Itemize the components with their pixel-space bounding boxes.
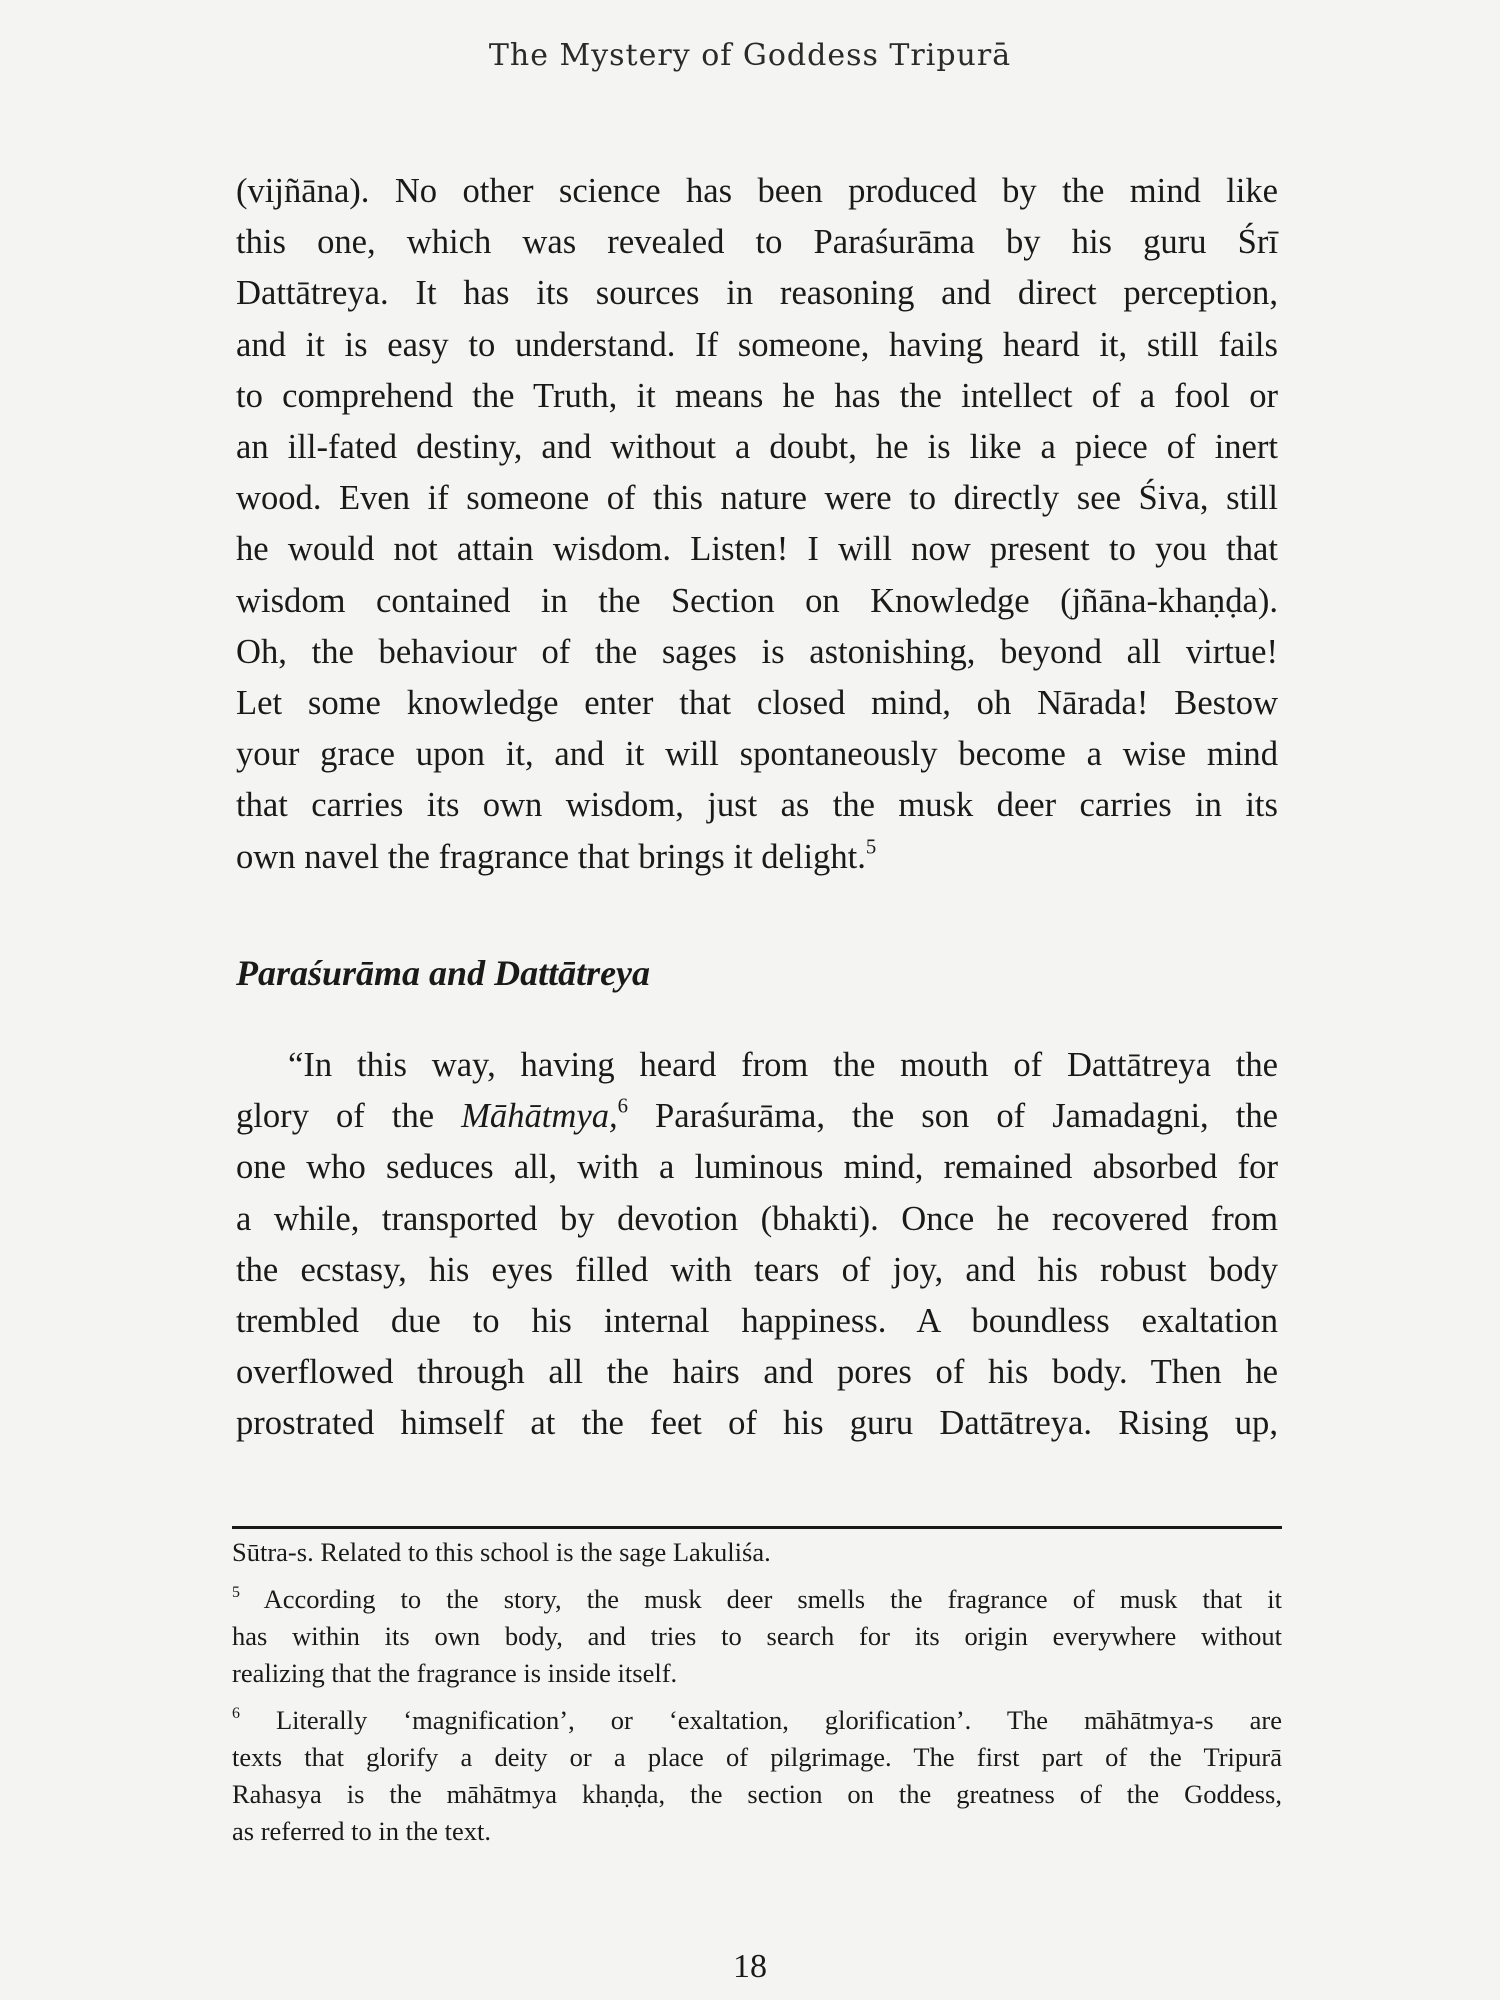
text-line: that carries its own wisdom, just as the musk deer carries in its xyxy=(236,786,1278,825)
text-line: a while, transported by devotion (bhakti). Once he recovered from xyxy=(236,1199,1278,1238)
text-line: your grace upon it, and it will spontaneously become a wise mind xyxy=(236,735,1278,774)
text-line: (vijñāna). No other science has been produced by the mind like xyxy=(236,172,1278,210)
footnote-line: as referred to in the text. xyxy=(232,1816,491,1846)
footnote-line: texts that glorify a deity or a place of pilgrimage. The first part of the Tripurā xyxy=(232,1742,1282,1772)
footnote-continued: Sūtra-s. Related to this school is the sage Lakuliśa. xyxy=(232,1537,771,1567)
text-line: trembled due to his internal happiness. A boundless exaltation xyxy=(236,1302,1278,1341)
footnote-divider xyxy=(232,1526,1282,1529)
text-line: this one, which was revealed to Paraśurāma by his guru Śrī xyxy=(236,223,1278,262)
page-number: 18 xyxy=(733,1948,767,1985)
footnote-reference-6: 6 xyxy=(617,1095,629,1118)
paragraph-section xyxy=(236,1040,1278,1450)
footnote-line xyxy=(232,1581,1282,1618)
text-line: wood. Even if someone of this nature were to directly see Śiva, still xyxy=(236,479,1278,518)
italic-term: Māhātmya, xyxy=(461,1097,618,1136)
paragraph-continued xyxy=(236,166,1278,883)
text-line: prostrated himself at the feet of his guru Dattātreya. Rising up, xyxy=(236,1404,1278,1443)
text-line: overflowed through all the hairs and pores of his body. Then he xyxy=(236,1353,1278,1392)
footnote-line: Rahasya is the māhātmya khaṇḍa, the section on the greatness of the Goddess, xyxy=(232,1779,1282,1809)
section-heading: Paraśurāma and Dattātreya xyxy=(236,953,651,993)
text-line: Dattātreya. It has its sources in reasoning and direct perception, xyxy=(236,274,1278,313)
footnote-line-text: Literally ‘magnification’, or ‘exaltation, glorification’. The māhātmya-s are xyxy=(276,1705,1282,1735)
text-fragment: glory of the xyxy=(236,1097,462,1136)
footnotes xyxy=(232,1534,1282,1860)
footnote-line xyxy=(232,1702,1282,1739)
text-line: he would not attain wisdom. Listen! I will now present to you that xyxy=(236,530,1278,569)
footnote-number: 5 xyxy=(232,1583,240,1601)
text-line-first: “In this way, having heard from the mouth of Dattātreya the xyxy=(288,1046,1278,1084)
text-line: the ecstasy, his eyes filled with tears of joy, and his robust body xyxy=(236,1250,1278,1289)
footnote-line: realizing that the fragrance is inside itself. xyxy=(232,1658,678,1688)
text-line: an ill-fated destiny, and without a doubt, he is like a piece of inert xyxy=(236,428,1278,467)
text-line xyxy=(236,1091,1278,1142)
footnote-number: 6 xyxy=(232,1704,240,1722)
text-line: one who seduces all, with a luminous mind, remained absorbed for xyxy=(236,1148,1278,1187)
footnote-5 xyxy=(232,1581,1282,1692)
text-line-content: own navel the fragrance that brings it delight. xyxy=(236,837,866,876)
text-fragment: Paraśurāma, the son of Jamadagni, the xyxy=(628,1097,1278,1136)
footnote-line: has within its own body, and tries to search for its origin everywhere without xyxy=(232,1621,1282,1651)
footnote-6 xyxy=(232,1702,1282,1850)
text-line: Oh, the behaviour of the sages is astonishing, beyond all virtue! xyxy=(236,632,1278,671)
text-line-last xyxy=(236,832,1278,883)
running-header: The Mystery of Goddess Tripurā xyxy=(488,38,1012,73)
text-line: Let some knowledge enter that closed mind, oh Nārada! Bestow xyxy=(236,684,1278,723)
text-line: wisdom contained in the Section on Knowledge (jñāna-khaṇḍa). xyxy=(236,581,1278,620)
text-line: to comprehend the Truth, it means he has the intellect of a fool or xyxy=(236,376,1278,415)
footnote-line-text: According to the story, the musk deer smells the fragrance of musk that it xyxy=(263,1584,1282,1614)
footnote-reference-5: 5 xyxy=(865,836,877,859)
text-line: and it is easy to understand. If someone, having heard it, still fails xyxy=(236,325,1278,364)
